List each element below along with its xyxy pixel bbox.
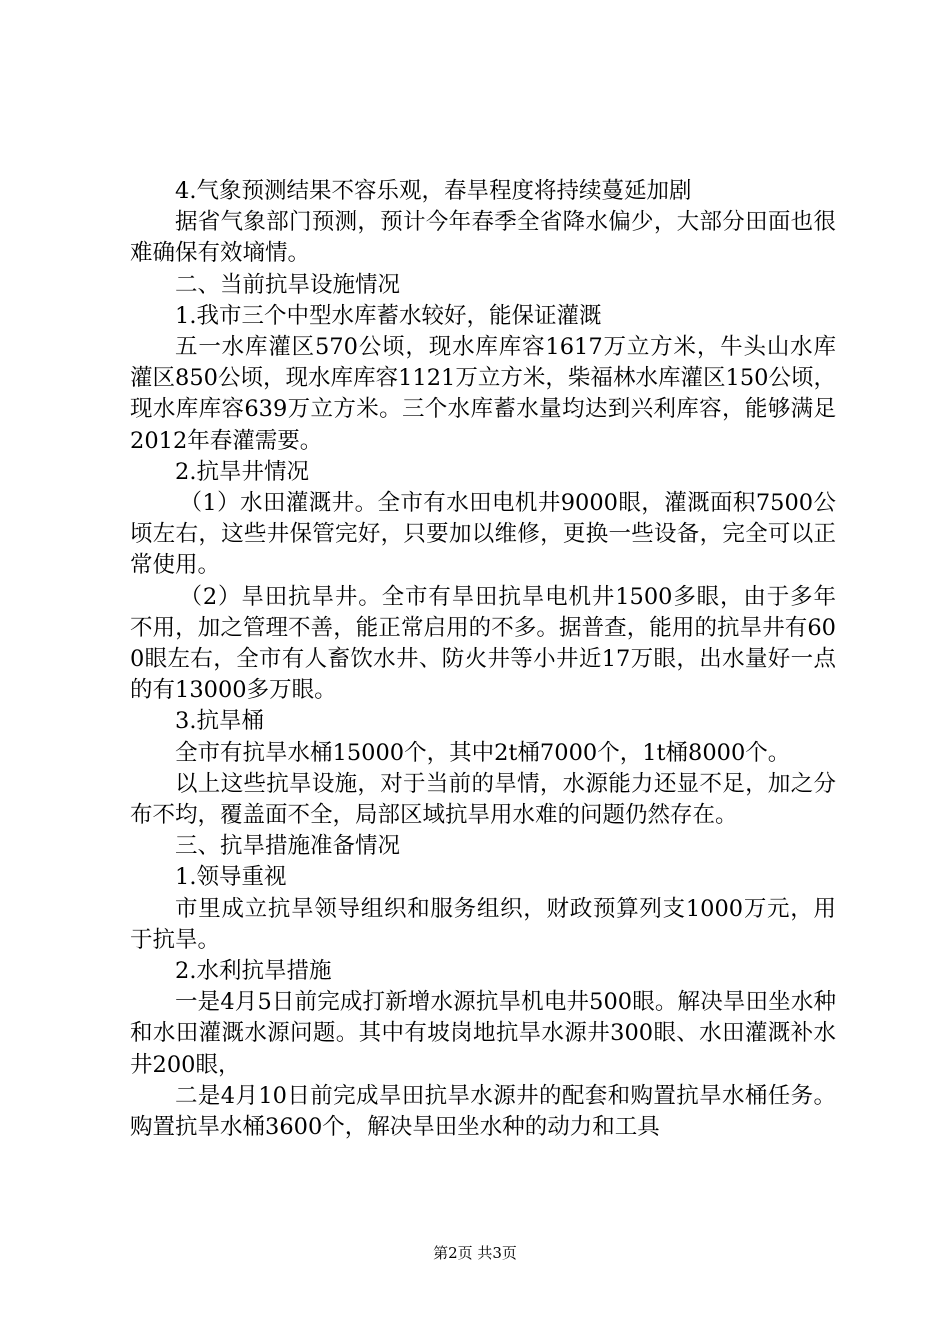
paragraph-dryland-wells: （2）旱田抗旱井。全市有旱田抗旱电机井1500多眼，由于多年不用，加之管理不善，能正常启用的不多。据普查，能用的抗旱井有600眼左右，全市有人畜饮水井、防火井等小井近17万眼，出水量好一点的有13000多万眼。 xyxy=(130,583,836,704)
subheading-leadership: 1.领导重视 xyxy=(175,864,287,891)
page-footer: 第2页 共3页 xyxy=(433,1244,517,1262)
paragraph-weather-forecast: 据省气象部门预测，预计今年春季全省降水偏少，大部分田面也很难确保有效墒情。 xyxy=(130,209,836,267)
paragraph-facilities-summary: 以上这些抗旱设施，对于当前的旱情，水源能力还显不足，加之分布不均，覆盖面不全，局部区域抗旱用水难的问题仍然存在。 xyxy=(130,770,836,829)
paragraph-paddy-wells: （1）水田灌溉井。全市有水田电机井9000眼，灌溉面积7500公顷左右，这些井保管完好，只要加以维修，更换一些设备，完全可以正常使用。 xyxy=(130,490,836,579)
paragraph-reservoirs: 五一水库灌区570公顷，现水库库容1617万立方米，牛头山水库灌区850公顷，现水库库容1121万立方米，柴福林水库灌区150公顷，现水库库容639万立方米。三个水库蓄水量均达到兴利库容，能够满足2012年春灌需要。 xyxy=(130,334,836,454)
subheading-reservoirs: 1.我市三个中型水库蓄水较好，能保证灌溉 xyxy=(175,302,602,329)
paragraph-leadership: 市里成立抗旱领导组织和服务组织，财政预算列支1000万元，用于抗旱。 xyxy=(130,895,836,953)
paragraph-measure-two: 二是4月10日前完成旱田抗旱水源井的配套和购置抗旱水桶任务。购置抗旱水桶3600个，解决旱田坐水种的动力和工具 xyxy=(130,1082,836,1141)
subheading-water-measures: 2.水利抗旱措施 xyxy=(175,958,332,985)
section-heading-measures: 三、抗旱措施准备情况 xyxy=(175,833,401,860)
subheading-wells: 2.抗旱井情况 xyxy=(175,458,309,485)
document-body xyxy=(130,176,836,1143)
paragraph-buckets: 全市有抗旱水桶15000个，其中2t桶7000个，1t桶8000个。 xyxy=(175,739,791,766)
subheading-weather-forecast: 4.气象预测结果不容乐观，春旱程度将持续蔓延加剧 xyxy=(175,178,692,204)
paragraph-measure-one: 一是4月5日前完成打新增水源抗旱机电井500眼。解决旱田坐水种和水田灌溉水源问题。其中有坡岗地抗旱水源井300眼、水田灌溉补水井200眼， xyxy=(130,989,836,1078)
subheading-buckets: 3.抗旱桶 xyxy=(175,708,264,735)
section-heading-facilities: 二、当前抗旱设施情况 xyxy=(175,271,401,298)
